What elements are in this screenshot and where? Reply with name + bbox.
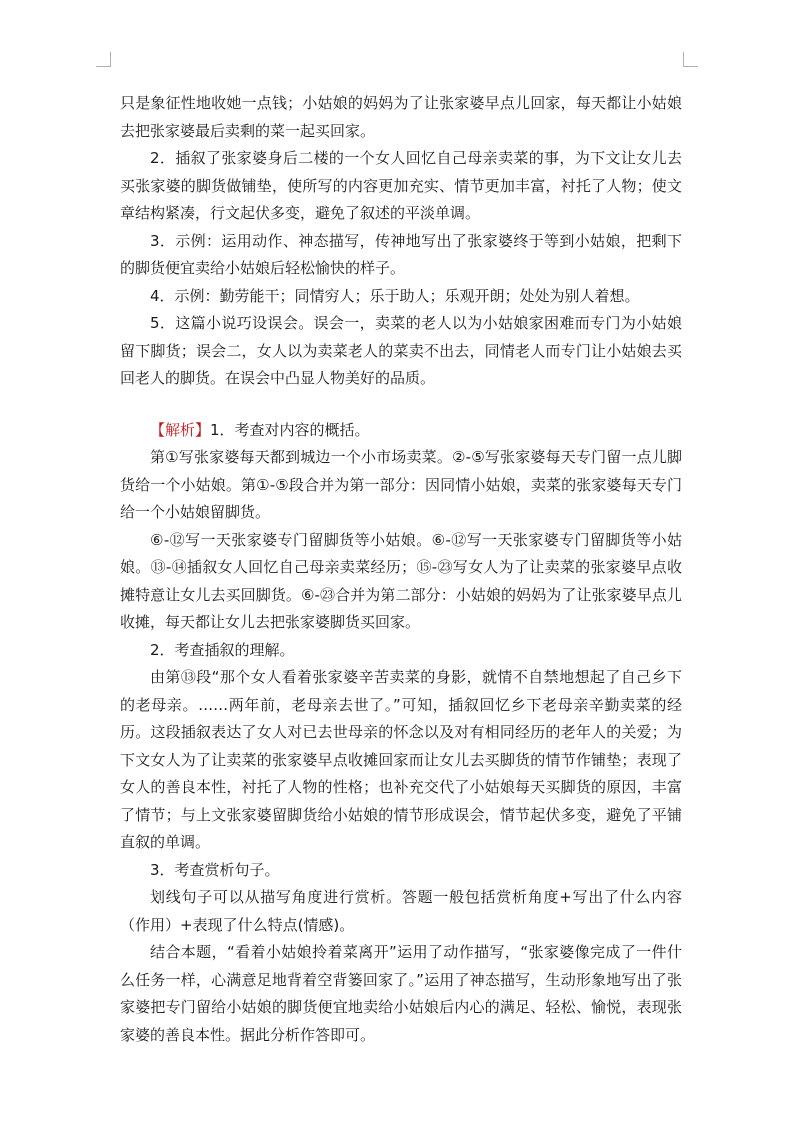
answer-4: 4．示例：勤劳能干；同情穷人；乐于助人；乐观开朗；处处为别人着想。: [150, 286, 640, 305]
crop-mark-top-left: [96, 52, 111, 67]
analysis-section: [120, 417, 682, 1050]
analysis-q3-para-2: 结合本题，“看着小姑娘拎着菜离开”运用了动作描写，“张家婆像完成了一件什么任务一样，心满意足地背着空背篓回家了。”运用了神态描写，生动形象地写出了张家婆把专门留给小姑娘的脚货便宜地卖给小姑娘后内心的满足、轻松、愉悦，表现张家婆的善良本性。据此分析作答即可。: [120, 943, 682, 1044]
analysis-q3-para-1: 划线句子可以从描写角度进行赏析。答题一般包括赏析角度+写出了什么内容（作用）+表现了什么特点(情感)。: [120, 888, 682, 934]
crop-mark-top-right: [683, 52, 698, 67]
answer-3: 3．示例：运用动作、神态描写，传神地写出了张家婆终于等到小姑娘，把剩下的脚货便宜卖给小姑娘后轻松愉快的样子。: [120, 231, 682, 277]
answer-5: 5．这篇小说巧设误会。误会一，卖菜的老人以为小姑娘家困难而专门为小姑娘留下脚货；误会二，女人以为卖菜老人的菜卖不出去，同情老人而专门让小姑娘去买回老人的脚货。在误会中凸显人物美好的品质。: [120, 314, 682, 387]
analysis-q1-title: 1．考查对内容的概括。: [210, 420, 370, 439]
analysis-q2-title: 2．考查插叙的理解。: [150, 640, 295, 659]
analysis-q1-para-1: 第①写张家婆每天都到城边一个小市场卖菜。②-⑤写张家婆每天专门留一点儿脚货给一个小姑娘。第①-⑤段合并为第一部分：因同情小姑娘，卖菜的张家婆每天专门给一个小姑娘留脚货。: [120, 448, 682, 521]
answer-1-continued: 只是象征性地收她一点钱；小姑娘的妈妈为了让张家婆早点儿回家，每天都让小姑娘去把张家婆最后卖剩的菜一起买回家。: [120, 94, 682, 140]
answer-section: [120, 90, 682, 393]
analysis-q3-title: 3．考查赏析句子。: [150, 860, 280, 879]
analysis-q2-para-1: 由第⑬段“那个女人看着张家婆辛苦卖菜的身影，就情不自禁地想起了自己乡下的老母亲。……两年前，老母亲去世了。”可知，插叙回忆乡下老母亲辛勤卖菜的经历。这段插叙表达了女人对已去世母亲的怀念以及对有相同经历的老年人的关爱；为下文女人为了让卖菜的张家婆早点收摊回家而让女儿去买脚货的情节作铺垫；表现了女人的善良本性，衬托了人物的性格；也补充交代了小姑娘每天买脚货的原因，丰富了情节；与上文张家婆留脚货给小姑娘的情节形成误会，情节起伏多变，避免了平铺直叙的单调。: [120, 668, 682, 851]
answer-2: 2．插叙了张家婆身后二楼的一个女人回忆自己母亲卖菜的事，为下文让女儿去买张家婆的脚货做铺垫，使所写的内容更加充实、情节更加丰富，衬托了人物；使文章结构紧凑，行文起伏多变，避免了叙述的平淡单调。: [120, 149, 682, 222]
analysis-label: 【解析】: [150, 420, 211, 439]
analysis-heading: [120, 417, 682, 445]
analysis-q1-para-2: ⑥-⑫写一天张家婆专门留脚货等小姑娘。⑥-⑫写一天张家婆专门留脚货等小姑娘。⑬-⑭插叙女人回忆自己母亲卖菜经历；⑮-㉓写女人为了让卖菜的张家婆早点收摊特意让女儿去买回脚货。⑥-㉓合并为第二部分：小姑娘的妈妈为了让张家婆早点儿收摊，每天都让女儿去把张家婆脚货买回家。: [120, 530, 682, 631]
